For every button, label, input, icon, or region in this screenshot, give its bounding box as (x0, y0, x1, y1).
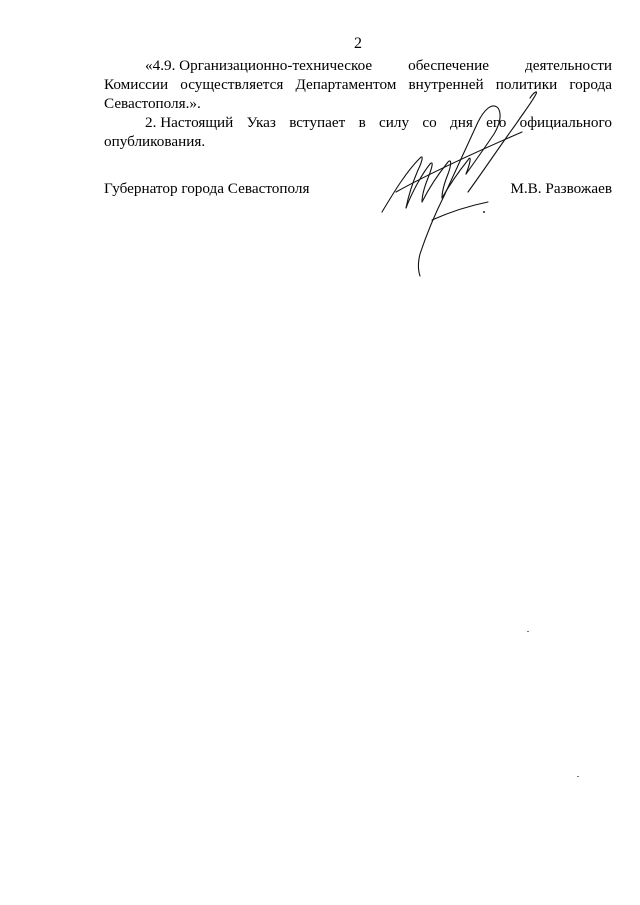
signer-name: М.В. Развожаев (510, 180, 612, 197)
word: опубликования. (104, 133, 206, 150)
word: Департаментом (295, 76, 397, 93)
word: со (422, 114, 437, 131)
signer-title: Губернатор города Севастополя (104, 180, 310, 197)
word: обеспечение (408, 57, 489, 74)
word: дня (450, 114, 473, 131)
word: города (569, 76, 612, 93)
word: Комиссии (104, 76, 169, 93)
paragraph-line (104, 56, 612, 75)
word: его (486, 114, 507, 131)
handwritten-signature (372, 88, 550, 278)
word: в (358, 114, 366, 131)
scan-speck (577, 776, 579, 777)
word: Указ (246, 114, 276, 131)
word: вступает (289, 114, 346, 131)
word: официального (519, 114, 612, 131)
scan-speck (527, 631, 529, 632)
word: политики (495, 76, 558, 93)
word: «4.9. Организационно-техническое (145, 57, 373, 74)
page-number: 2 (354, 35, 362, 52)
word: внутренней (408, 76, 484, 93)
word: Севастополя.». (104, 95, 201, 112)
word: силу (379, 114, 410, 131)
word: осуществляется (180, 76, 284, 93)
word: 2. Настоящий (145, 114, 234, 131)
word: деятельности (525, 57, 612, 74)
